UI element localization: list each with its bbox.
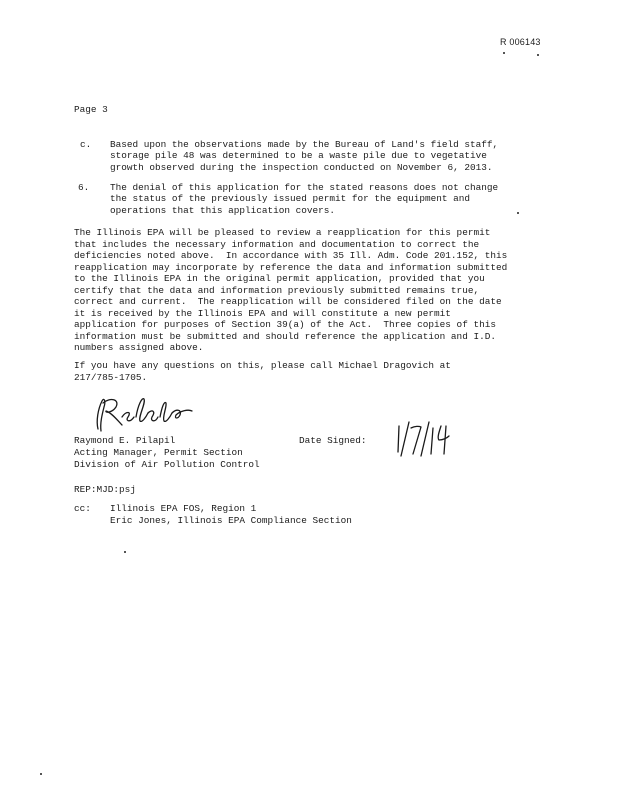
scan-speck: [537, 54, 539, 56]
item-line: storage pile 48 was determined to be a waste pile due to vegetative: [110, 150, 487, 162]
page-label: Page 3: [74, 104, 108, 115]
paragraph-line: information must be submitted and should reference the application and I.D.: [74, 330, 496, 342]
paragraph-line: it is received by the Illinois EPA and will constitute a new permit: [74, 307, 451, 319]
paragraph-line: numbers assigned above.: [74, 342, 204, 353]
cc-label: cc:: [74, 503, 91, 514]
paragraph-line: correct and current. The reapplication will be considered filed on the date: [74, 296, 502, 307]
handwritten-signature: [92, 395, 212, 437]
paragraph-line: reapplication may incorporate by reference the data and information submitted: [74, 261, 508, 273]
paragraph-line: If you have any questions on this, please call Michael Dragovich at: [74, 360, 451, 371]
item-line: operations that this application covers.: [110, 204, 336, 216]
paragraph-line: that includes the necessary information and documentation to correct the: [74, 238, 480, 250]
paragraph-line: deficiencies noted above. In accordance with 35 Ill. Adm. Code 201.152, this: [74, 250, 508, 261]
cc-recipient: Eric Jones, Illinois EPA Compliance Section: [110, 515, 352, 526]
list-item: [110, 182, 498, 216]
handwritten-date: [393, 418, 455, 460]
paragraph-line: 217/785-1705.: [74, 371, 148, 383]
body-paragraph: [74, 227, 507, 354]
paragraph-line: certify that the data and information previously submitted remains true,: [74, 284, 480, 296]
scan-speck: [517, 212, 519, 214]
paragraph-line: application for purposes of Section 39(a) of the Act. Three copies of this: [74, 319, 496, 330]
signer-name: Raymond E. Pilapil: [74, 435, 176, 446]
item-line: growth observed during the inspection conducted on November 6, 2013.: [110, 161, 493, 173]
item-line: the status of the previously issued permit for the equipment and: [110, 193, 471, 205]
scan-speck: [40, 773, 42, 775]
typist-initials: REP:MJD:psj: [74, 484, 136, 495]
contact-paragraph: [74, 360, 451, 383]
scan-speck: [124, 551, 126, 553]
item-marker: 6.: [78, 182, 90, 193]
signer-division: Division of Air Pollution Control: [74, 459, 260, 470]
date-signed-label: Date Signed:: [299, 435, 367, 446]
item-line: Based upon the observations made by the Bureau of Land's field staff,: [110, 139, 499, 150]
item-marker: c.: [80, 139, 92, 150]
cc-recipient: Illinois EPA FOS, Region 1: [110, 503, 257, 514]
item-line: The denial of this application for the stated reasons does not change: [110, 182, 499, 193]
list-item: [110, 139, 498, 173]
paragraph-line: The Illinois EPA will be pleased to review a reapplication for this permit: [74, 227, 491, 238]
paragraph-line: to the Illinois EPA in the original permit application, provided that you: [74, 273, 485, 284]
bates-number: R 006143: [500, 37, 541, 47]
scan-speck: [503, 52, 505, 54]
signer-title: Acting Manager, Permit Section: [74, 447, 243, 458]
